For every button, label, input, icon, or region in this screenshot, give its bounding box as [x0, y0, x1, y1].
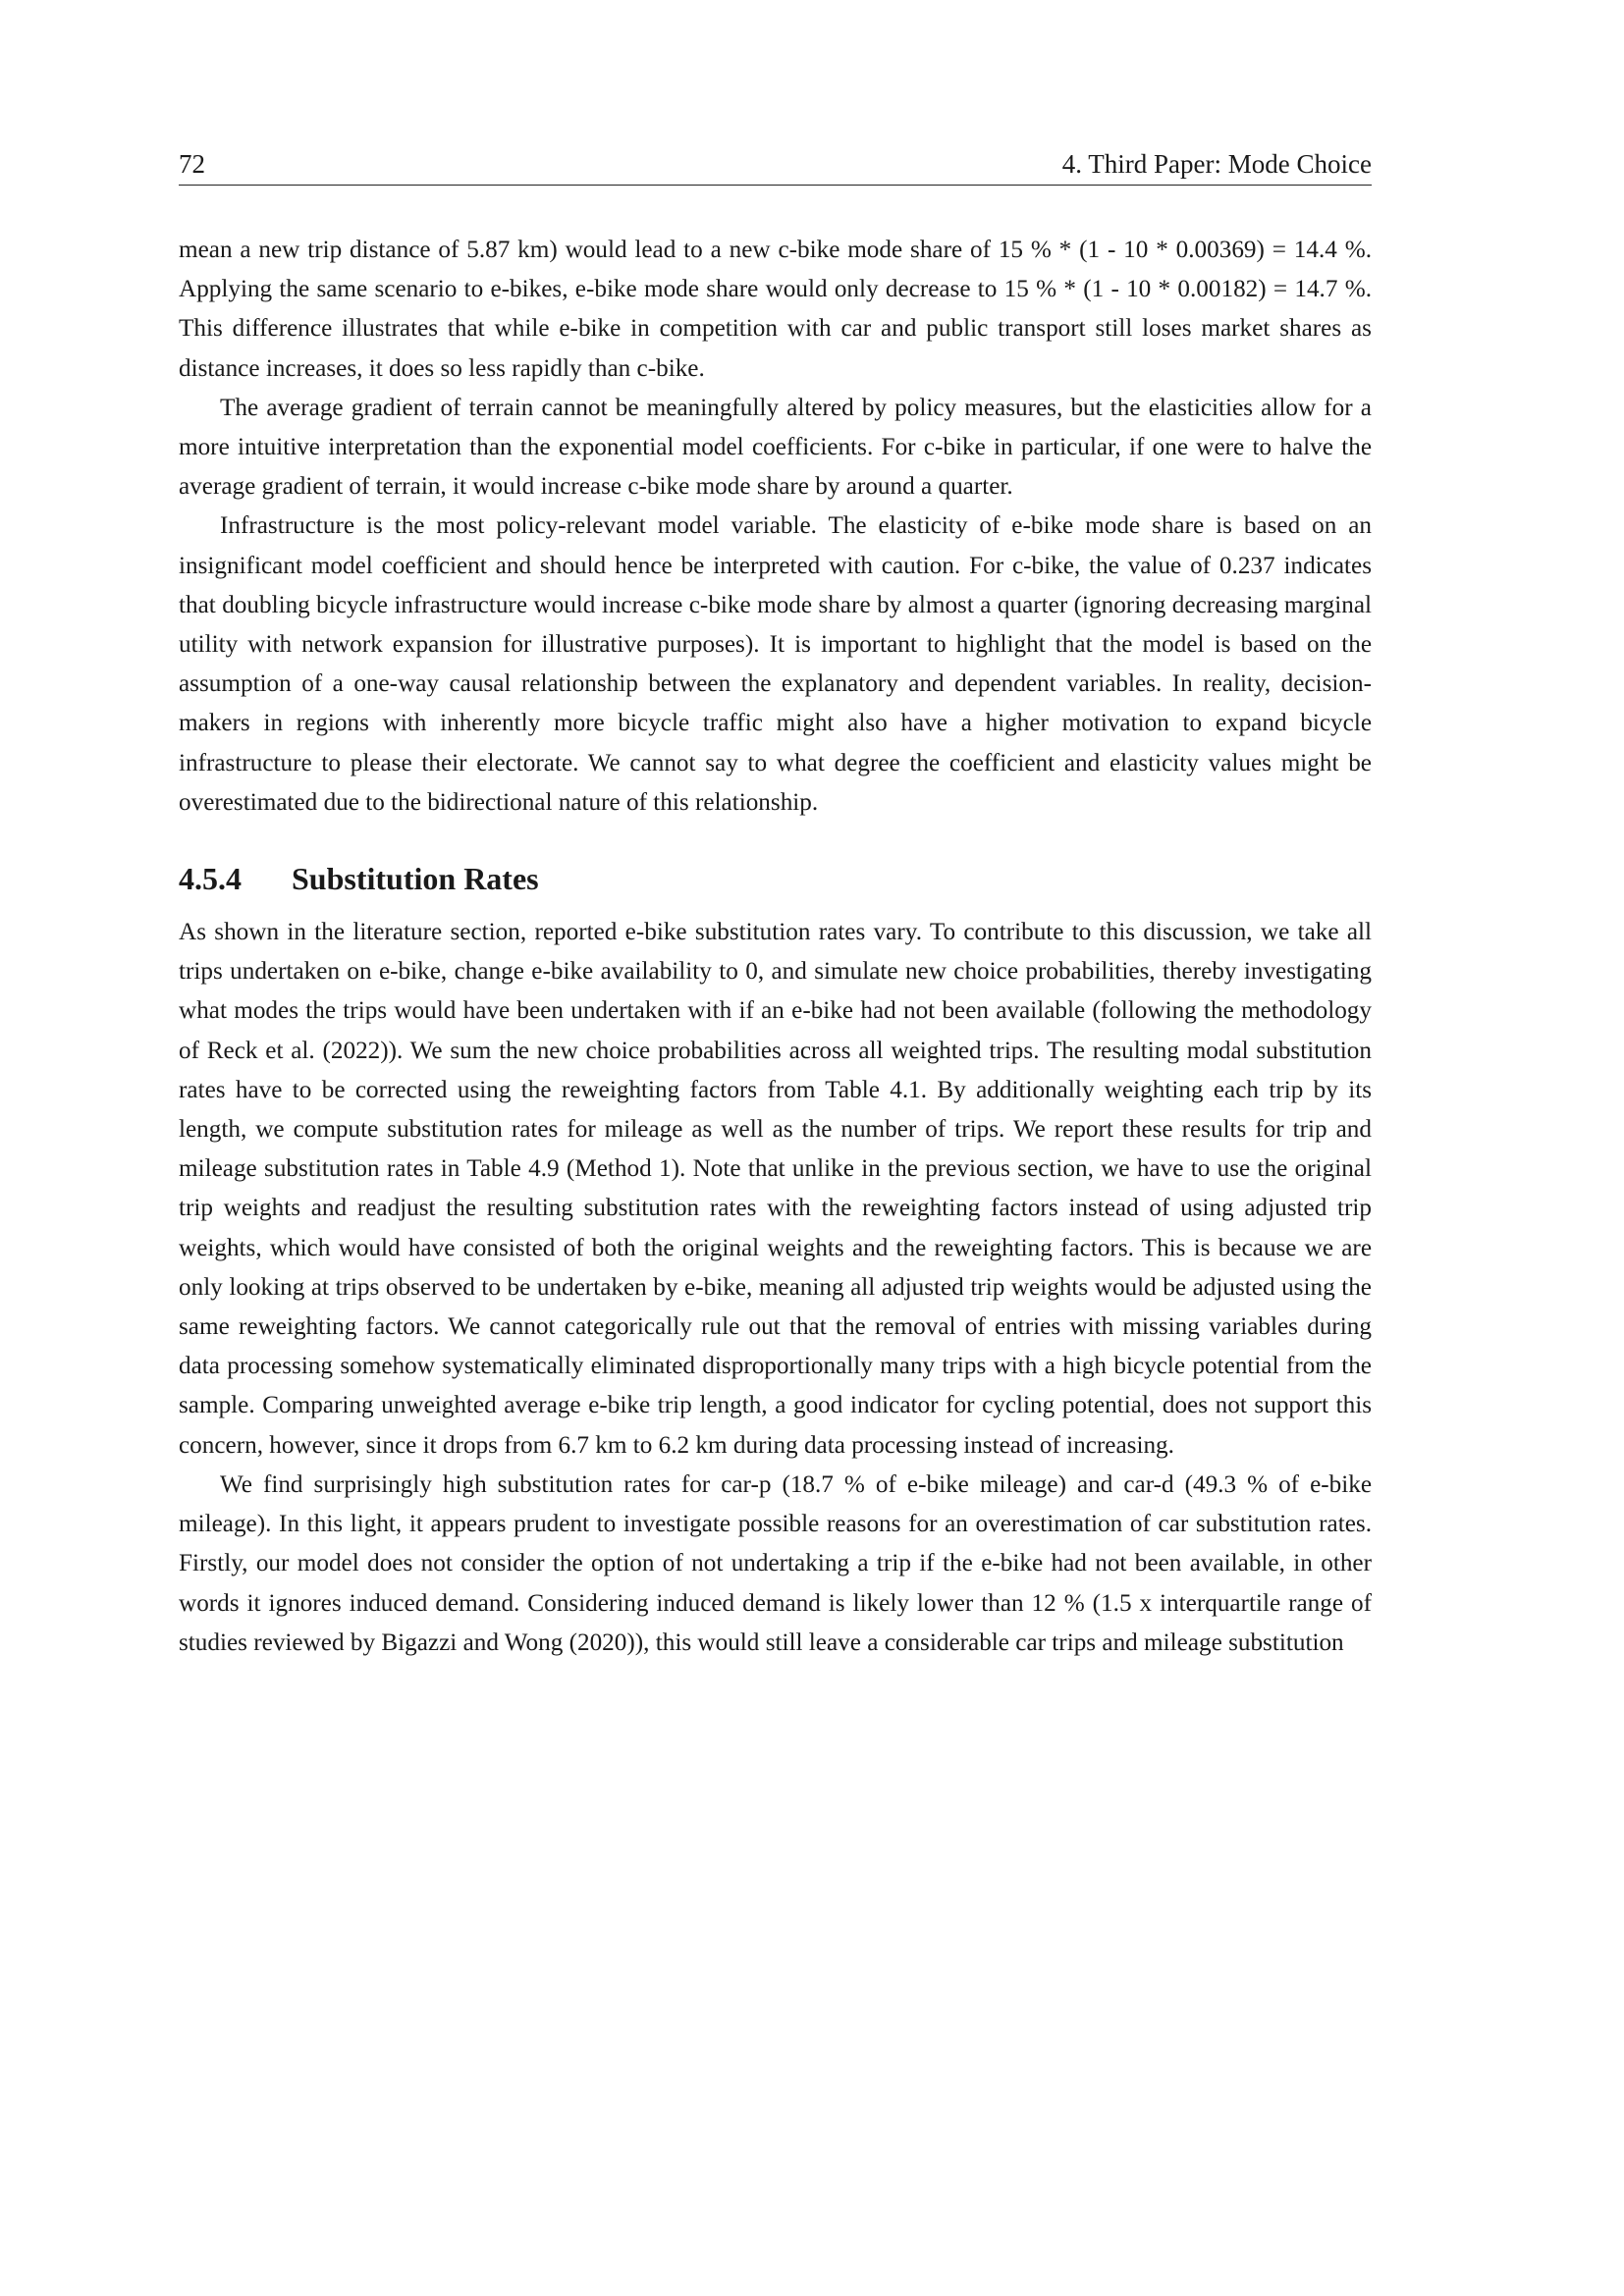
running-head — [179, 147, 1372, 186]
page-number: 72 — [179, 149, 205, 179]
paragraph-substitution-method: As shown in the literature section, reported e-bike substitution rates vary. To contribute to this discussion, we take all trips undertaken on e-bike, change e-bike availability to 0, and simulate new choice probabilities, thereby investigating what modes the trips would have been undertaken with if an e-bike had not been available (following the methodology of Reck et al. (2022)). We sum the new choice probabilities across all weighted trips. The resulting modal substitution rates have to be corrected using the reweighting factors from Table 4.1. By additionally weighting each trip by its length, we compute substitution rates for mileage as well as the number of trips. We report these results for trip and mileage substitution rates in Table 4.9 (Method 1). Note that unlike in the previous section, we have to use the original trip weights and readjust the resulting substitution rates with the reweighting factors instead of using adjusted trip weights, which would have consisted of both the original weights and the reweighting factors. This is because we are only looking at trips observed to be undertaken by e-bike, meaning all adjusted trip weights would be adjusted using the same reweighting factors. We cannot categorically rule out that the removal of entries with missing variables during data processing somehow systematically eliminated disproportionally many trips with a high bicycle potential from the sample. Comparing unweighted average e-bike trip length, a good indicator for cycling potential, does not support this concern, however, since it drops from 6.7 km to 6.2 km during data processing instead of increasing. — [179, 919, 1372, 1459]
paragraph-gradient: The average gradient of terrain cannot be meaningfully altered by policy measures, but the elasticities allow for a more intuitive interpretation than the exponential model coefficients. For c-bike in particular, if one were to halve the average gradient of terrain, it would increase c-bike mode share by around a quarter. — [179, 394, 1372, 501]
section-title: Substitution Rates — [292, 861, 539, 897]
body-text — [179, 231, 1372, 1663]
section-number: 4.5.4 — [179, 861, 242, 897]
paragraph-distance-example: mean a new trip distance of 5.87 km) would lead to a new c-bike mode share of 15 % * (1 - 10 * 0.00369) = 14.4 %. Applying the same scenario to e-bikes, e-bike mode share would only decrease to 15 % * (1 - 10 * 0.00182) = 14.7 %. This difference illustrates that while e-bike in competition with car and public transport still loses market shares as distance increases, it does so less rapidly than c-bike. — [179, 237, 1372, 382]
paragraph-infrastructure: Infrastructure is the most policy-relevant model variable. The elasticity of e-bike mode share is based on an insignificant model coefficient and should hence be interpreted with caution. For c-bike, the value of 0.237 indicates that doubling bicycle infrastructure would increase c-bike mode share by almost a quarter (ignoring decreasing marginal utility with network expansion for illustrative purposes). It is important to highlight that the model is based on the assumption of a one-way causal relationship between the explanatory and dependent variables. In reality, decision-makers in regions with inherently more bicycle traffic might also have a higher motivation to expand bicycle infrastructure to please their electorate. We cannot say to what degree the coefficient and elasticity values might be overestimated due to the bidirectional nature of this relationship. — [179, 512, 1372, 816]
section-heading — [179, 858, 1372, 899]
chapter-title: 4. Third Paper: Mode Choice — [1061, 149, 1372, 179]
paragraph-substitution-findings: We find surprisingly high substitution rates for car-p (18.7 % of e-bike mileage) and car-d (49.3 % of e-bike mileage). In this light, it appears prudent to investigate possible reasons for an overestimation of car substitution rates. Firstly, our model does not consider the option of not undertaking a trip if the e-bike had not been available, in other words it ignores induced demand. Considering induced demand is likely lower than 12 % (1.5 x interquartile range of studies reviewed by Bigazzi and Wong (2020)), this would still leave a considerable car trips and mileage substitution — [179, 1470, 1372, 1656]
